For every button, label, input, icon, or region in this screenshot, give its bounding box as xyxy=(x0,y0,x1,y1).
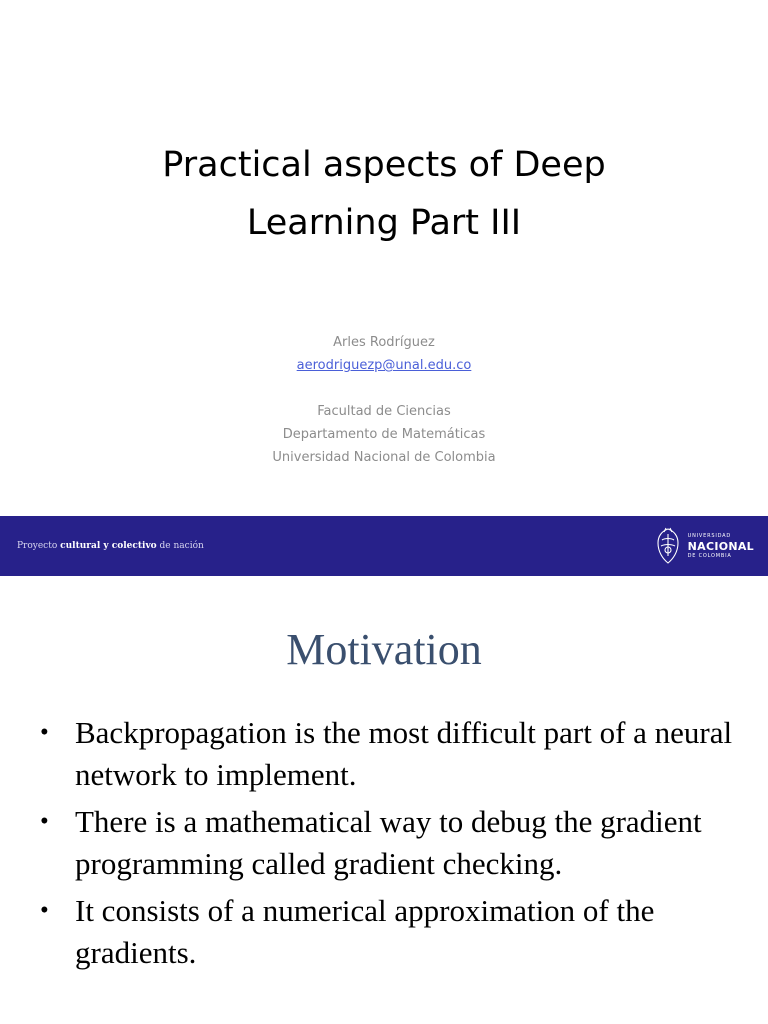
author-info xyxy=(0,331,768,469)
slogan-bold: cultural y colectivo xyxy=(60,541,157,551)
logo-main-text: NACIONAL xyxy=(687,539,754,553)
logo-bottom-text: DE COLOMBIA xyxy=(687,552,732,559)
bullet-icon: • xyxy=(40,897,49,924)
title-line-2: Learning Part III xyxy=(246,203,522,243)
footer-band xyxy=(0,516,768,576)
bullet-text: It consists of a numerical approximation of the gradients. xyxy=(75,893,655,970)
university-name: Universidad Nacional de Colombia xyxy=(272,450,496,465)
presentation-title xyxy=(0,136,768,252)
bullet-item xyxy=(40,890,740,974)
logo-wordmark xyxy=(688,534,754,559)
bullet-text: There is a mathematical way to debug the gradient programming called gradient checking. xyxy=(75,804,702,881)
title-line-1: Practical aspects of Deep xyxy=(162,145,606,185)
bullet-icon: • xyxy=(40,808,49,835)
author-name: Arles Rodríguez xyxy=(333,335,435,350)
university-logo xyxy=(653,525,754,567)
bullet-list xyxy=(40,712,740,979)
author-email-link[interactable]: aerodriguezp@unal.edu.co xyxy=(296,358,472,373)
slogan-suffix: de nación xyxy=(156,541,204,551)
motivation-slide xyxy=(0,576,768,1024)
logo-top-text: UNIVERSIDAD xyxy=(687,532,732,539)
slogan-prefix: Proyecto xyxy=(17,541,61,551)
faculty-name: Facultad de Ciencias xyxy=(317,404,451,419)
bullet-text: Backpropagation is the most difficult part of a neural network to implement. xyxy=(75,715,733,792)
university-seal-icon xyxy=(653,526,683,566)
footer-slogan xyxy=(17,516,204,576)
spacer xyxy=(0,377,768,400)
bullet-item xyxy=(40,712,740,796)
bullet-icon: • xyxy=(40,719,49,746)
slide-title: Motivation xyxy=(286,625,482,674)
bullet-item xyxy=(40,801,740,885)
department-name: Departamento de Matemáticas xyxy=(282,427,486,442)
